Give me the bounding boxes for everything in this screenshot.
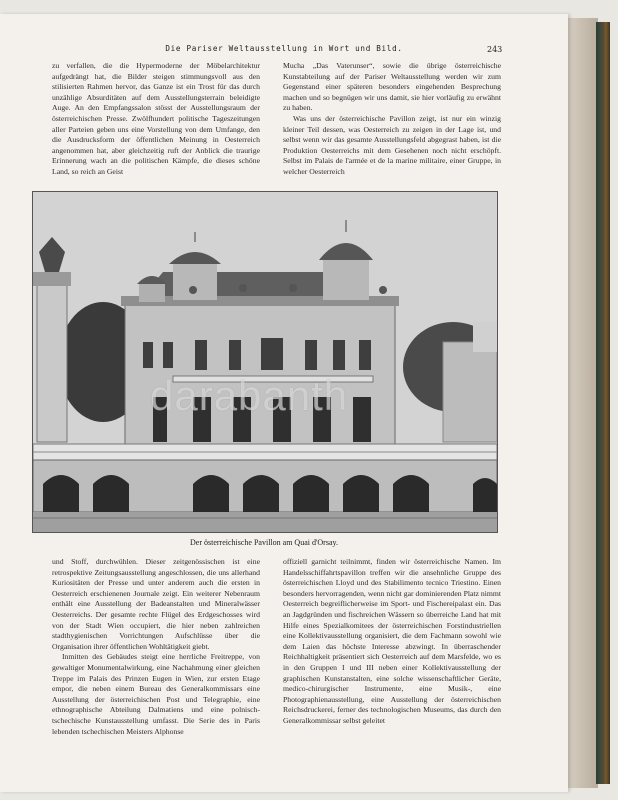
watermark-text: darabanth — [150, 372, 349, 419]
book-spine — [596, 22, 610, 784]
paragraph: offiziell garnicht teilnimmt, finden wir österreichische Namen. Im Handelsschiffahrtspavillon treffen wir die ansehnliche Gruppe des österreichischen Lloyd und des Stabilimento tecnico Triestino. Einen besonders hervorragenden, wenn nicht gar dominierenden Platz nimmt Oesterreich begreiflicherweise im Sport- und Fischereipalast ein. Das an Jagdgründen und fischreichen Wässern so überreiche Land hat mit Hilfe eines Spezialkomitees der österreichischen Forstindustriellen eine Kollektivausstellung organisiert, die dem Fachmann sowohl wie dem Laien das höchste Interesse abzwingt. In überraschender Reichhaltigkeit präsentiert sich Oesterreich auf dem Marsfelde, wo es in den Gruppen I und III neben einer Kollektivausstellung der graphischen Kunstanstalten, eine solche wissenschaftlicher Geräte, medico-chirurgischer Instrumente, eine Musik-, eine Photographienausstellung, eine Ausstellung der österreichischen Reichsdruckerei, ferner des technologischen Museums, das durch den Generalkommissar selbst geleitet — [283, 557, 501, 725]
text-column-top-left — [52, 61, 260, 178]
pavilion-photograph — [32, 191, 498, 533]
pavilion-illustration — [33, 192, 497, 532]
running-title: Die Pariser Weltausstellung in Wort und Bild. — [165, 44, 403, 53]
paragraph: und Stoff, durchwühlen. Dieser zeitgenössischen ist eine retrospektive Zeitungsausstellung angeschlossen, die uns allerhand Kuriositäten der Presse und unter anderem auch die ersten in Oesterreich erschienenen Journale zeigt. Ein weiterer Nebenraum enthält eine Ausstellung der Badeanstalten und Mineralwässer Oesterreichs. Der gesamte rechte Flügel des Erdgeschosses wird von der Stadt Wien occupiert, die hier neben zahlreichen stadthygienischen Vorrichtungen Aufschlüsse über die Organisation ihrer öffentlichen Wohltätigkeit giebt. — [52, 557, 260, 651]
paragraph: Was uns der österreichische Pavillon zeigt, ist nur ein winzig kleiner Teil dessen, was Oesterreich zu zeigen in der Lage ist, und selbst wenn wir das gesamte Ausstellungsfeld abgegrast haben, ist die Produktion Oesterreichs mit dem Gesehenen noch nicht erschöpft. Selbst im Palais de l'armée et de la marine militaire, einer Gruppe, in welcher Oesterreich — [283, 113, 501, 176]
text-column-bottom-right — [283, 557, 501, 727]
paragraph: zu verfallen, die die Hypermoderne der Möbelarchitektur aufgedrängt hat, die Bilder steigen stimmungsvoll aus den stilisierten Rahmen hervor, das Ganze ist ein Trost für das durch unzählige Absurditäten auf dem Ausstellungsterrain beleidigte Auge. An den Empfangssalon stösst der Ausstellungsraum der österreichischen Presse. Zwölfhundert politische Tageszeitungen aller Parteien geben uns eine Vorstellung von dem Umfange, den die Ausdrucksform der öffentlichen Meinung in Oesterreich angenommen hat, aber gleichzeitig ruft der Anblick die traurige Erinnerung wach an die politischen Kämpfe, die dieses schöne Land, so reich an Geist — [52, 61, 260, 176]
text-column-top-right — [283, 61, 501, 178]
page-number: 243 — [487, 45, 503, 54]
paragraph: Mucha „Das Vaterunser“, sowie die übrige österreichische Kunstabteilung auf der Pariser Weltausstellung werden wir zum Gegenstand einer späteren besonders eingehenden Besprechung machen und so begnügen wir uns damit, sie hier vorläufig zu erwähnt zu haben. — [283, 61, 501, 113]
text-column-bottom-left — [52, 557, 260, 737]
figure-caption: Der österreichische Pavillon am Quai d'Orsay. — [190, 538, 338, 547]
paragraph: Inmitten des Gebäudes steigt eine herrliche Freitreppe, von gewaltiger Monumentalwirkung, eine Nachahmung einer gleichen Treppe im Palais des Prinzen Eugen in Wien, zur ersten Etage empor, die neben einem Bureau des Generalkommissars eine Ausstellung der österreichischen Post und Telegraphie, eine ethnographische Abteilung Dalmatiens und eine polnisch-tschechische Kunstausstellung umfasst. Die Serie des in Paris lebenden tschechischen Meisters Alphonse — [52, 652, 260, 736]
